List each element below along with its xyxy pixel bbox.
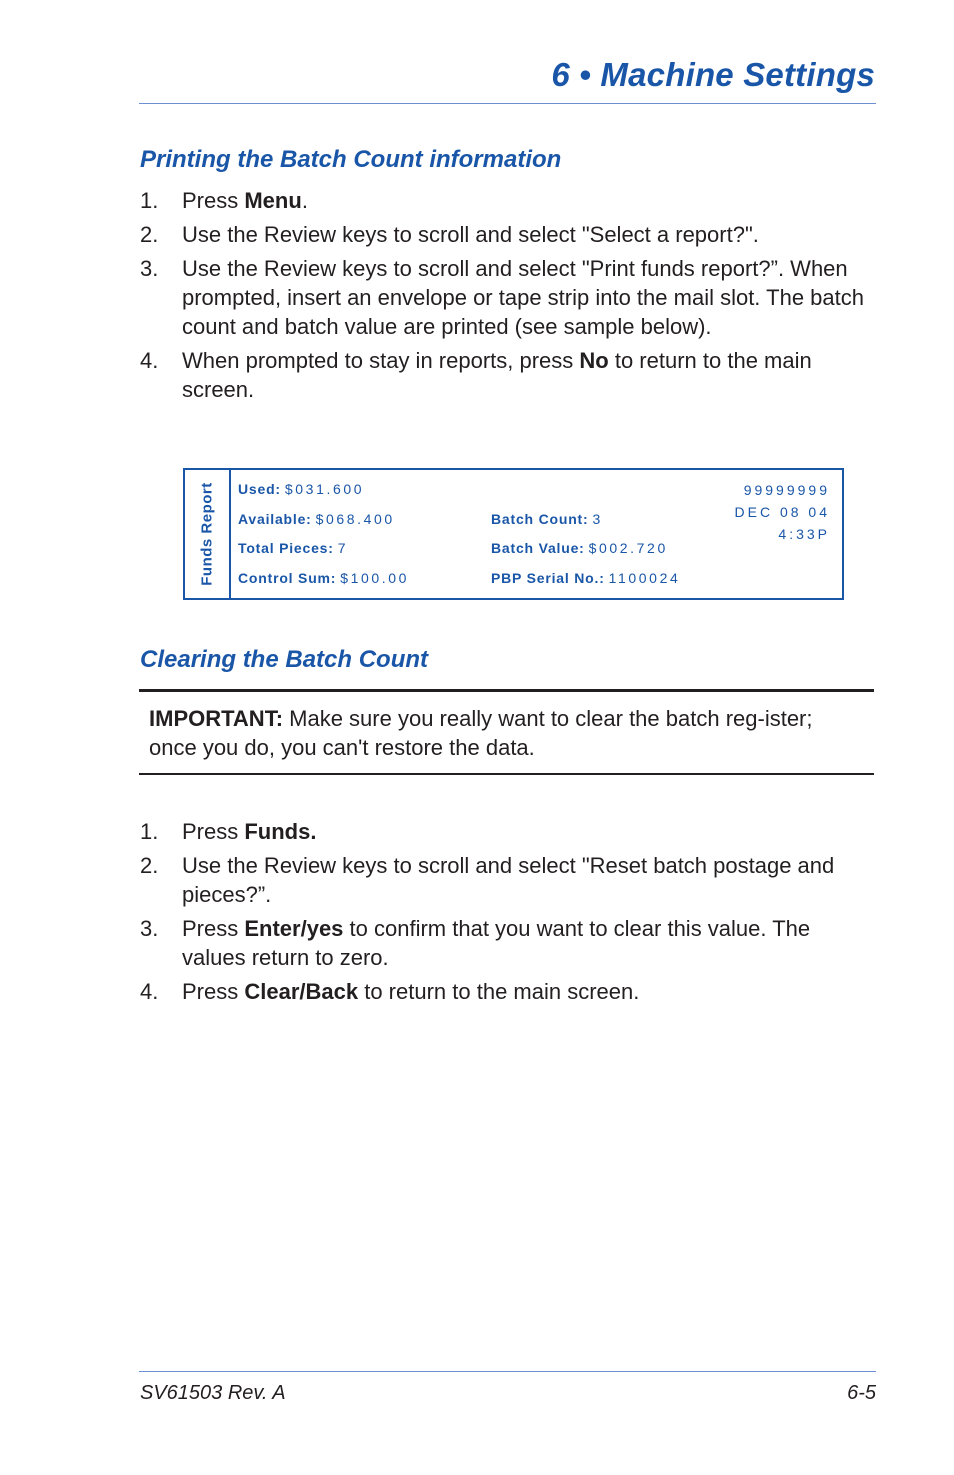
pbp-serial-value: 1100024: [608, 570, 681, 586]
list-item: [140, 817, 876, 846]
footer-rule: [139, 1371, 876, 1372]
important-text: Make sure you really want to clear the batch reg-ister; once you do, you can't restore the data.: [149, 706, 813, 760]
step-text: Use the Review keys to scroll and select "Select a report?".: [182, 222, 759, 247]
important-label: IMPORTANT:: [149, 706, 284, 731]
key-name: Enter/yes: [244, 916, 344, 941]
clearing-steps-list: [140, 817, 876, 1011]
step-number: 3.: [140, 256, 159, 281]
pbp-serial-label: PBP Serial No.:: [491, 570, 605, 586]
step-number: 3.: [140, 916, 159, 941]
list-item: [140, 977, 876, 1006]
available-label: Available:: [238, 511, 312, 527]
list-item: [140, 254, 876, 341]
total-pieces-value: 7: [337, 540, 349, 556]
step-text-end: .: [301, 188, 308, 213]
report-available: [238, 511, 395, 527]
list-item: [140, 186, 876, 215]
list-item: [140, 220, 876, 249]
key-name: Clear/Back: [244, 979, 359, 1004]
step-number: 4.: [140, 979, 159, 1004]
step-number: 1.: [140, 819, 159, 844]
section-heading-clearing: Clearing the Batch Count: [140, 646, 429, 673]
step-number: 1.: [140, 188, 159, 213]
step-text-end: to return to the main screen.: [358, 979, 640, 1004]
key-name: Menu: [244, 188, 302, 213]
used-value: $031.600: [284, 481, 365, 497]
control-sum-value: $100.00: [340, 570, 410, 586]
total-pieces-label: Total Pieces:: [238, 540, 334, 556]
report-time: 4:33P: [778, 526, 830, 542]
header-rule: [139, 103, 876, 104]
footer-doc-id: SV61503 Rev. A: [140, 1382, 286, 1404]
list-item: [140, 914, 876, 972]
list-item: [140, 346, 876, 404]
report-pbp-serial: [491, 570, 680, 586]
step-text-end: to return to the main screen.: [182, 348, 812, 402]
section-heading-printing: Printing the Batch Count information: [140, 146, 562, 173]
step-text: Press: [182, 819, 245, 844]
step-text: When prompted to stay in reports, press: [182, 348, 580, 373]
key-name: Funds.: [244, 819, 317, 844]
printing-steps-list: [140, 186, 876, 409]
step-number: 2.: [140, 853, 159, 878]
report-control-sum: [238, 570, 409, 586]
chapter-title: 6 • Machine Settings: [551, 56, 875, 93]
control-sum-label: Control Sum:: [238, 570, 337, 586]
step-number: 4.: [140, 348, 159, 373]
batch-count-label: Batch Count:: [491, 511, 589, 527]
available-value: $068.400: [315, 511, 395, 527]
report-side-panel: [185, 470, 231, 598]
step-text: Use the Review keys to scroll and select "Reset batch postage and pieces?”.: [182, 853, 835, 907]
key-name: No: [579, 348, 609, 373]
important-notice: [139, 689, 874, 775]
report-meter-number: 99999999: [743, 482, 830, 498]
step-text: Press: [182, 916, 245, 941]
batch-value-value: $002.720: [588, 540, 668, 556]
step-text: Press: [182, 188, 245, 213]
step-text-end: to confirm that you want to clear this value. The values return to zero.: [182, 916, 811, 970]
list-item: [140, 851, 876, 909]
report-side-label: Funds Report: [198, 482, 216, 586]
footer-page-number: 6-5: [847, 1382, 876, 1404]
step-text: Use the Review keys to scroll and select "Print funds report?”. When prompted, insert an envelope or tape strip into the mail slot. The batch count and batch value are printed (see sample below).: [182, 256, 864, 339]
report-used: [238, 481, 364, 497]
batch-value-label: Batch Value:: [491, 540, 585, 556]
report-total-pieces: [238, 540, 348, 556]
report-date: DEC 08 04: [734, 504, 830, 520]
funds-report-sample: [183, 468, 844, 600]
step-number: 2.: [140, 222, 159, 247]
report-batch-value: [491, 540, 668, 556]
step-text: Press: [182, 979, 245, 1004]
used-label: Used:: [238, 481, 281, 497]
report-batch-count: [491, 511, 603, 527]
important-text-block: [149, 704, 849, 762]
batch-count-value: 3: [592, 511, 603, 527]
